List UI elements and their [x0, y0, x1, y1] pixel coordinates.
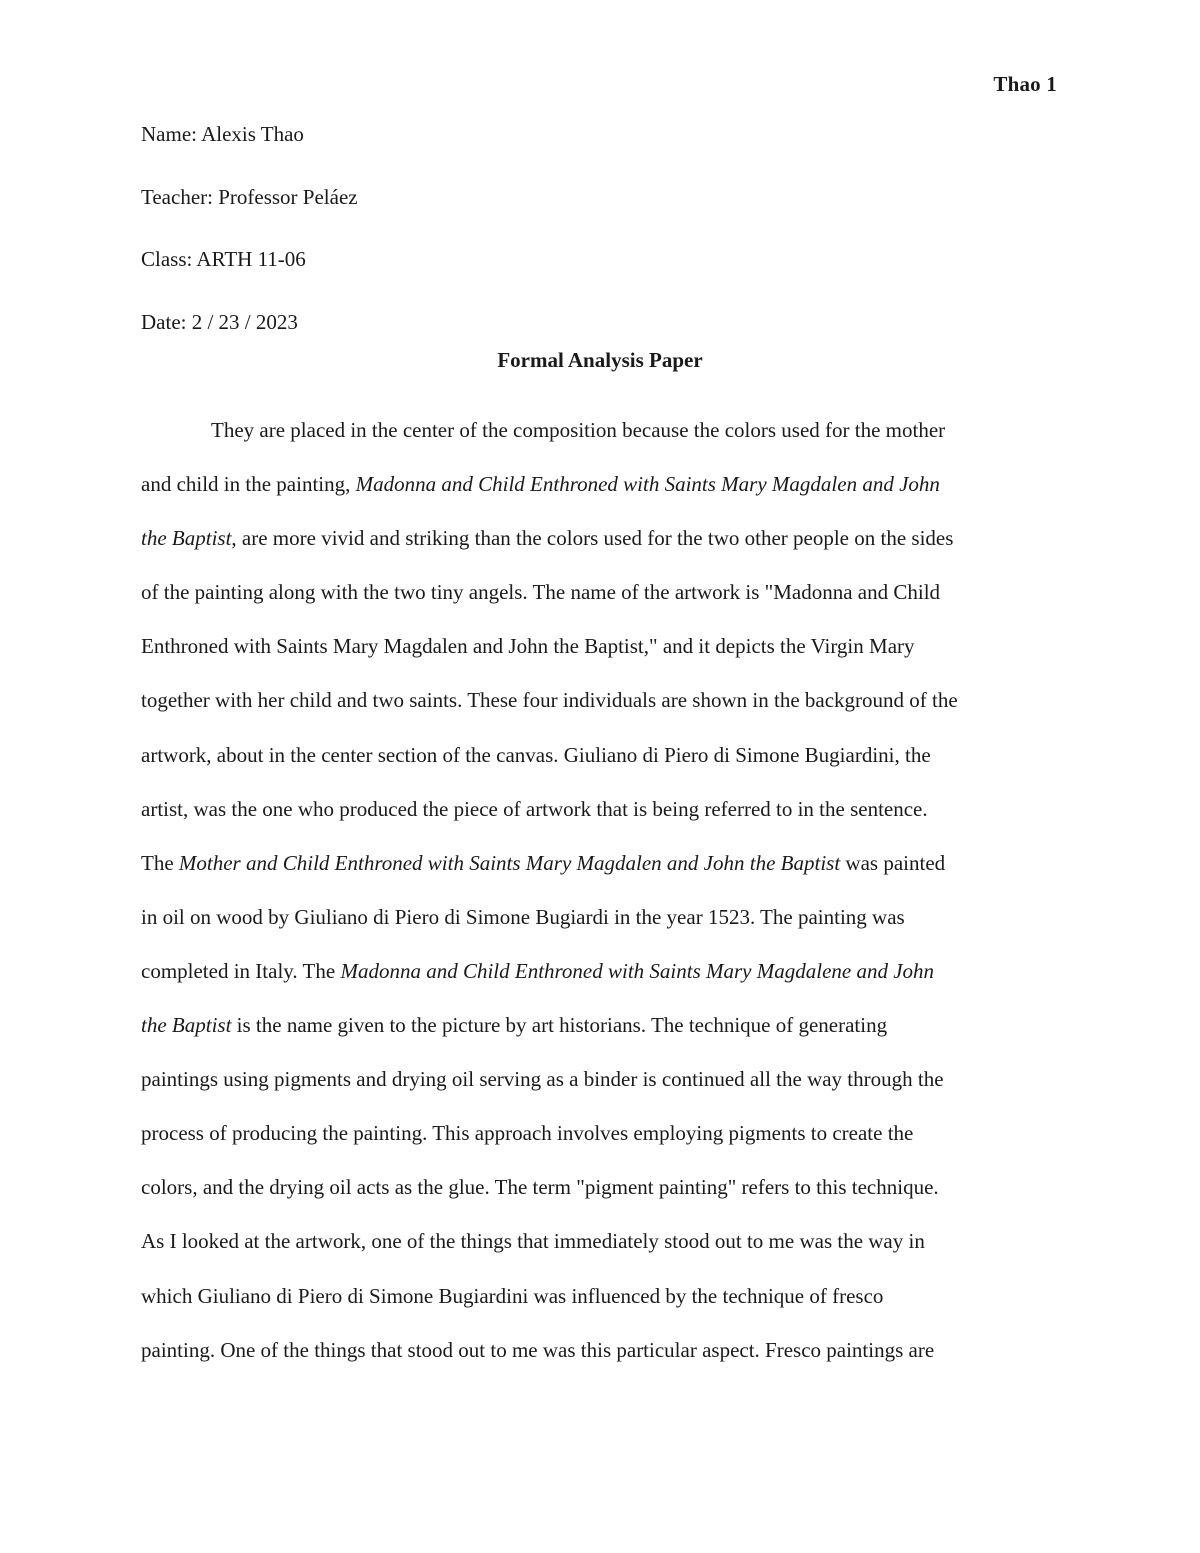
artwork-title-italic: Mother and Child Enthroned with Saints Mary Magdalen and John the Baptist	[178, 850, 841, 875]
body-paragraph	[141, 403, 1061, 1377]
artwork-title-italic: the Baptist	[141, 1013, 232, 1038]
heading-class: Class: ARTH 11-06	[141, 247, 306, 271]
body-line: They are placed in the center of the composition because the colors used for the mother	[211, 418, 946, 442]
body-text-run: , are more vivid and striking than the colors used for the two other people on the sides	[231, 526, 954, 551]
body-line: which Giuliano di Piero di Simone Bugiardini was influenced by the technique of fresco	[141, 1283, 884, 1308]
heading-teacher: Teacher: Professor Peláez	[141, 184, 358, 209]
body-text-run: completed in Italy. The	[141, 958, 341, 983]
body-line	[141, 457, 1061, 511]
artwork-title-italic: the Baptist	[141, 526, 232, 551]
body-line	[141, 511, 1061, 565]
heading-date: Date: 2 / 23 / 2023	[141, 309, 298, 334]
student-heading	[141, 103, 358, 353]
body-text-run: The	[141, 850, 179, 875]
body-line: Enthroned with Saints Mary Magdalen and John the Baptist," and it depicts the Virgin Mary	[141, 634, 915, 659]
heading-name: Name: Alexis Thao	[141, 122, 304, 146]
body-line	[141, 998, 1061, 1052]
body-text-run: was painted	[840, 850, 946, 875]
artwork-title-italic: Madonna and Child Enthroned with Saints Mary Magdalen and John	[355, 472, 940, 497]
paper-title: Formal Analysis Paper	[497, 348, 703, 372]
running-head: Thao 1	[993, 72, 1057, 96]
body-line: process of producing the painting. This approach involves employing pigments to create the	[141, 1121, 914, 1146]
body-line: artwork, about in the center section of the canvas. Giuliano di Piero di Simone Bugiardini, the	[141, 742, 931, 767]
body-line	[141, 836, 1061, 890]
body-text-run: and child in the painting,	[141, 472, 356, 497]
body-line: together with her child and two saints. These four individuals are shown in the background of the	[141, 688, 958, 713]
body-line: in oil on wood by Giuliano di Piero di Simone Bugiardi in the year 1523. The painting was	[141, 904, 905, 929]
body-line: paintings using pigments and drying oil serving as a binder is continued all the way through the	[141, 1067, 944, 1092]
body-line: of the painting along with the two tiny angels. The name of the artwork is "Madonna and Child	[141, 580, 941, 605]
body-line	[141, 944, 1061, 998]
body-line: colors, and the drying oil acts as the glue. The term "pigment painting" refers to this technique.	[141, 1175, 939, 1200]
body-line: painting. One of the things that stood out to me was this particular aspect. Fresco paintings are	[141, 1337, 935, 1362]
body-line: As I looked at the artwork, one of the things that immediately stood out to me was the way in	[141, 1229, 925, 1254]
body-line: artist, was the one who produced the piece of artwork that is being referred to in the sentence.	[141, 796, 928, 821]
artwork-title-italic: Madonna and Child Enthroned with Saints Mary Magdalene and John	[340, 958, 935, 983]
body-text-run: is the name given to the picture by art historians. The technique of generating	[231, 1013, 888, 1038]
